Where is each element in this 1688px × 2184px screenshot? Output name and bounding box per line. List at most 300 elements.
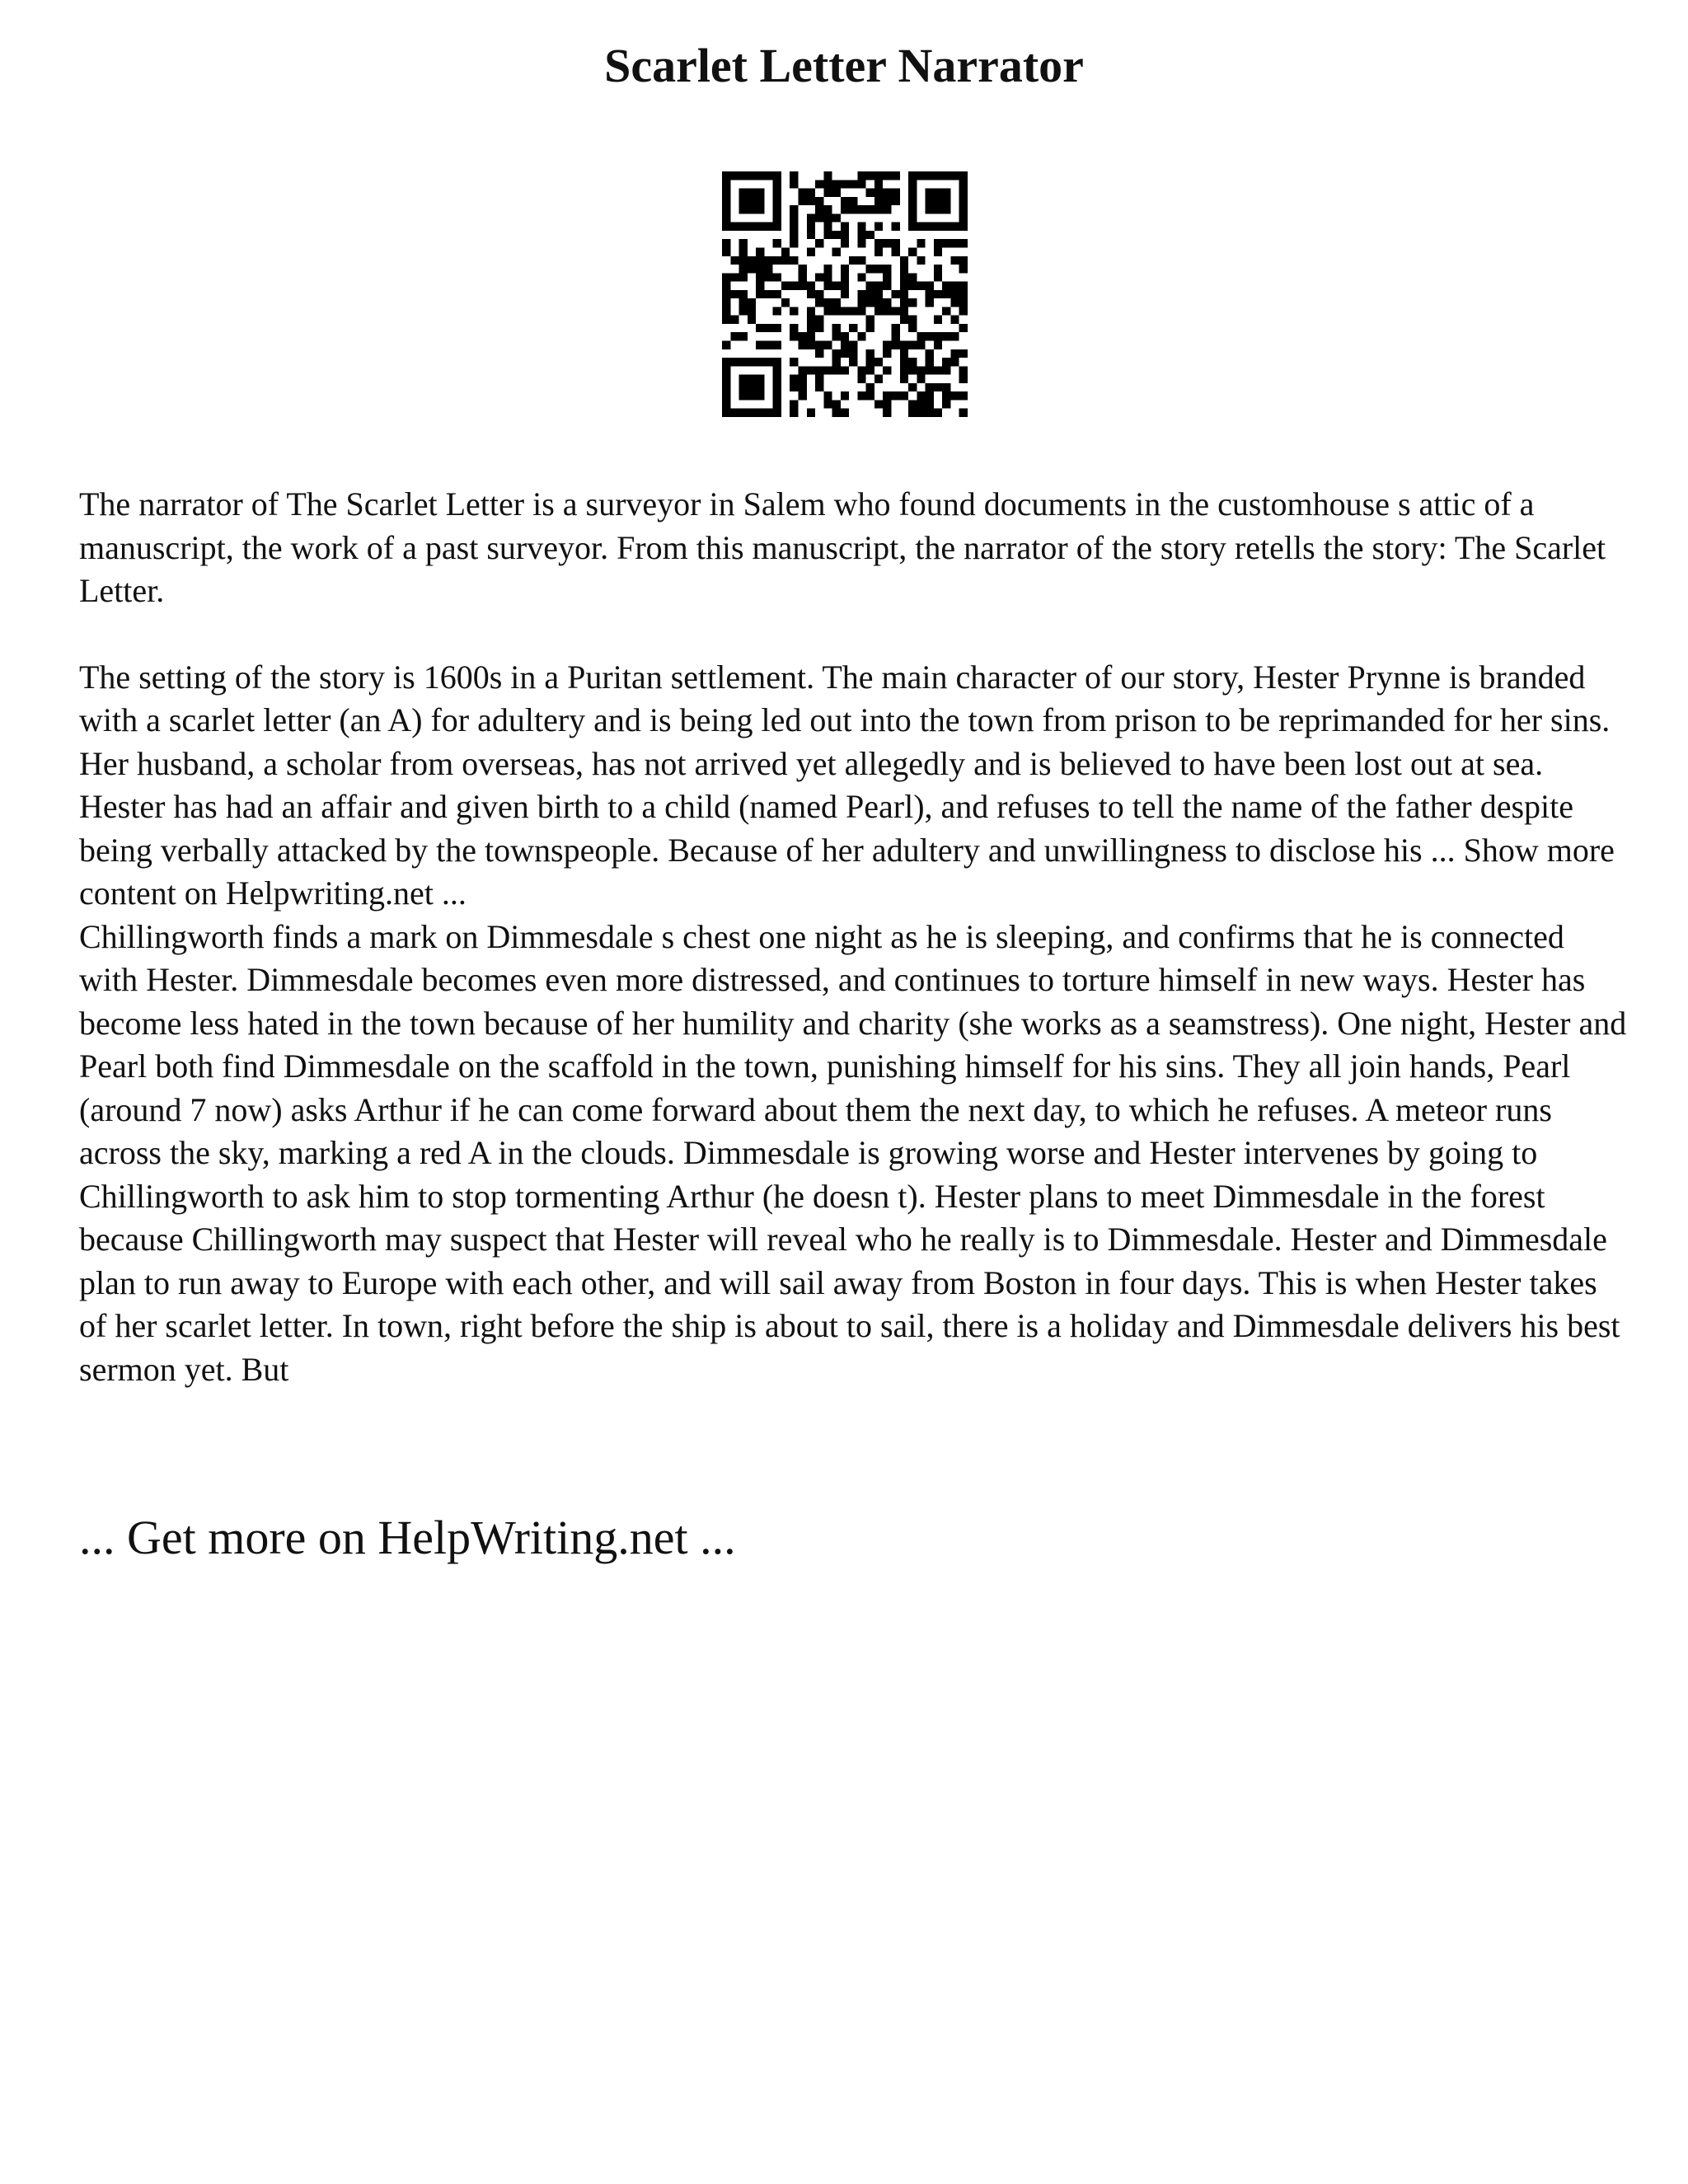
qr-module: [722, 391, 730, 400]
qr-module: [942, 400, 950, 408]
qr-module: [892, 189, 900, 197]
qr-module: [722, 205, 730, 213]
qr-module: [739, 256, 748, 265]
qr-module: [773, 375, 781, 383]
qr-module: [798, 282, 806, 290]
qr-module: [739, 383, 748, 391]
qr-module: [917, 332, 925, 340]
qr-module: [773, 239, 781, 247]
qr-module: [926, 391, 934, 400]
qr-module: [908, 205, 917, 213]
qr-module: [815, 383, 823, 391]
qr-module: [722, 282, 730, 290]
qr-module: [773, 409, 781, 417]
qr-module: [798, 341, 806, 349]
qr-module: [748, 409, 756, 417]
qr-module: [807, 231, 815, 239]
qr-module: [773, 307, 781, 315]
qr-module: [798, 265, 806, 273]
qr-module: [917, 256, 925, 265]
qr-module: [857, 391, 865, 400]
qr-module: [790, 256, 798, 265]
qr-module: [942, 171, 950, 180]
qr-module: [942, 358, 950, 366]
qr-module: [892, 332, 900, 340]
qr-module: [807, 409, 815, 417]
qr-module: [934, 189, 942, 197]
qr-module: [722, 247, 730, 255]
qr-module: [790, 213, 798, 222]
qr-module: [874, 307, 883, 315]
qr-module: [849, 180, 857, 188]
qr-module: [908, 366, 917, 374]
qr-module: [798, 197, 806, 205]
qr-module: [900, 316, 908, 324]
qr-module: [823, 400, 832, 408]
qr-module: [866, 205, 874, 213]
qr-module: [900, 391, 908, 400]
qr-module: [790, 171, 798, 180]
qr-module: [883, 171, 891, 180]
qr-module: [934, 409, 942, 417]
qr-module: [942, 282, 950, 290]
qr-module: [883, 391, 891, 400]
qr-module: [883, 189, 891, 197]
qr-module: [959, 366, 968, 374]
qr-module: [781, 247, 790, 255]
qr-module: [857, 307, 865, 315]
qr-module: [917, 366, 925, 374]
qr-module: [900, 375, 908, 383]
qr-module: [866, 349, 874, 358]
qr-module: [892, 341, 900, 349]
qr-module: [934, 197, 942, 205]
qr-module: [798, 366, 806, 374]
qr-module: [959, 265, 968, 273]
qr-module: [874, 247, 883, 255]
qr-module: [730, 171, 738, 180]
qr-module: [908, 247, 917, 255]
qr-module: [748, 223, 756, 231]
qr-module: [739, 239, 748, 247]
qr-module: [790, 223, 798, 231]
qr-module: [730, 273, 738, 281]
qr-module: [883, 409, 891, 417]
qr-module: [773, 256, 781, 265]
qr-module: [764, 171, 772, 180]
qr-module: [926, 332, 934, 340]
qr-module: [823, 231, 832, 239]
qr-module: [841, 307, 849, 315]
qr-module: [798, 273, 806, 281]
qr-module: [739, 273, 748, 281]
qr-module: [883, 239, 891, 247]
qr-module: [841, 391, 849, 400]
qr-module: [748, 265, 756, 273]
qr-module: [883, 349, 891, 358]
qr-module: [908, 358, 917, 366]
qr-module: [926, 282, 934, 290]
qr-module: [832, 332, 841, 340]
qr-module: [764, 265, 772, 273]
qr-module: [926, 171, 934, 180]
qr-module: [722, 383, 730, 391]
qr-module: [815, 316, 823, 324]
qr-module: [756, 375, 764, 383]
qr-module: [917, 223, 925, 231]
qr-module: [790, 180, 798, 188]
qr-module: [756, 341, 764, 349]
qr-module: [722, 290, 730, 298]
qr-module: [807, 341, 815, 349]
qr-module: [892, 197, 900, 205]
qr-module: [756, 256, 764, 265]
qr-module: [857, 332, 865, 340]
qr-module: [722, 307, 730, 315]
qr-module: [959, 171, 968, 180]
qr-module: [917, 282, 925, 290]
qr-module: [832, 213, 841, 222]
qr-module: [959, 205, 968, 213]
qr-module: [942, 366, 950, 374]
qr-module: [722, 189, 730, 197]
qr-module: [950, 239, 959, 247]
qr-module: [959, 307, 968, 315]
qr-module: [908, 171, 917, 180]
qr-module: [959, 349, 968, 358]
qr-module: [764, 409, 772, 417]
qr-module: [807, 247, 815, 255]
qr-module: [934, 239, 942, 247]
qr-module: [866, 189, 874, 197]
qr-module: [934, 205, 942, 213]
qr-module: [748, 197, 756, 205]
qr-module: [959, 213, 968, 222]
qr-module: [823, 205, 832, 213]
qr-module: [832, 324, 841, 332]
qr-module: [934, 366, 942, 374]
qr-module: [942, 189, 950, 197]
qr-module: [950, 391, 959, 400]
qr-module: [841, 282, 849, 290]
qr-module: [823, 282, 832, 290]
qr-module: [807, 366, 815, 374]
qr-module: [773, 171, 781, 180]
qr-module: [883, 400, 891, 408]
qr-module: [950, 298, 959, 307]
qr-module: [874, 375, 883, 383]
qr-module: [908, 383, 917, 391]
qr-module: [815, 180, 823, 188]
qr-module: [908, 324, 917, 332]
qr-module: [823, 391, 832, 400]
qr-module: [790, 307, 798, 315]
qr-module: [722, 358, 730, 366]
qr-module: [773, 205, 781, 213]
qr-module: [849, 205, 857, 213]
qr-module: [874, 400, 883, 408]
qr-module: [874, 239, 883, 247]
get-more-link[interactable]: ... Get more on HelpWriting.net ...: [79, 1511, 736, 1564]
qr-module: [739, 332, 748, 340]
qr-module: [926, 409, 934, 417]
qr-module: [739, 223, 748, 231]
qr-module: [790, 375, 798, 383]
qr-module: [815, 341, 823, 349]
qr-module: [866, 171, 874, 180]
qr-module: [756, 171, 764, 180]
qr-module: [926, 383, 934, 391]
qr-module: [908, 189, 917, 197]
qr-module: [798, 391, 806, 400]
qr-module: [764, 341, 772, 349]
qr-module: [934, 383, 942, 391]
qr-module: [942, 383, 950, 391]
qr-module: [756, 189, 764, 197]
qr-module: [841, 349, 849, 358]
qr-module: [950, 349, 959, 358]
qr-module: [900, 349, 908, 358]
qr-module: [950, 223, 959, 231]
qr-module: [790, 400, 798, 408]
qr-module: [739, 197, 748, 205]
qr-module: [900, 358, 908, 366]
paragraph-setting: The setting of the story is 1600s in a Puritan settlement. The main character of our story, Hester Prynne is branded with a scarlet letter (an A) for adultery and is being led out into the town from prison to be reprimanded for her sins. Her husband, a scholar from overseas, has not arrived yet allegedly and is believed to have been lost out at sea. Hester has had an affair and given birth to a child (named Pearl), and refuses to tell the name of the father despite being verbally attacked by the townspeople. Because of her adultery and unwillingness to disclose his ... Show more content on Helpwriting.net ...: [79, 658, 1615, 912]
qr-module: [764, 290, 772, 298]
qr-module: [739, 205, 748, 213]
qr-module: [790, 332, 798, 340]
qr-module: [748, 298, 756, 307]
qr-module: [748, 171, 756, 180]
qr-module: [892, 247, 900, 255]
qr-module: [866, 391, 874, 400]
qr-module: [739, 358, 748, 366]
qr-module: [832, 189, 841, 197]
qr-module: [900, 290, 908, 298]
qr-module: [841, 223, 849, 231]
qr-module: [764, 324, 772, 332]
qr-module: [883, 282, 891, 290]
qr-module: [790, 324, 798, 332]
qr-module: [874, 180, 883, 188]
qr-module: [756, 247, 764, 255]
qr-module: [866, 298, 874, 307]
qr-module: [959, 391, 968, 400]
qr-module: [926, 400, 934, 408]
qr-module: [790, 205, 798, 213]
qr-module: [942, 197, 950, 205]
qr-module: [756, 282, 764, 290]
qr-module: [739, 298, 748, 307]
qr-module: [857, 256, 865, 265]
qr-module: [900, 273, 908, 281]
qr-module: [926, 358, 934, 366]
qr-module: [900, 366, 908, 374]
qr-module: [730, 358, 738, 366]
qr-module: [950, 171, 959, 180]
qr-module: [950, 290, 959, 298]
qr-module: [815, 349, 823, 358]
qr-module: [934, 265, 942, 273]
qr-module: [815, 290, 823, 298]
qr-module: [942, 239, 950, 247]
qr-module: [790, 282, 798, 290]
qr-module: [849, 307, 857, 315]
qr-module: [807, 197, 815, 205]
qr-module: [781, 256, 790, 265]
qr-module: [866, 290, 874, 298]
qr-module: [722, 273, 730, 281]
qr-module: [908, 341, 917, 349]
qr-module: [959, 290, 968, 298]
qr-module: [773, 223, 781, 231]
qr-module: [756, 265, 764, 273]
qr-module: [892, 290, 900, 298]
qr-module: [883, 298, 891, 307]
qr-module: [866, 324, 874, 332]
qr-module: [748, 205, 756, 213]
qr-module: [934, 171, 942, 180]
qr-module: [756, 391, 764, 400]
qr-module: [722, 375, 730, 383]
qr-module: [892, 391, 900, 400]
qr-module: [823, 213, 832, 222]
qr-module: [874, 189, 883, 197]
qr-module: [730, 316, 738, 324]
qr-module: [866, 366, 874, 374]
qr-module: [798, 375, 806, 383]
qr-module: [900, 307, 908, 315]
qr-module: [773, 189, 781, 197]
qr-module: [866, 316, 874, 324]
qr-module: [857, 239, 865, 247]
qr-module: [942, 205, 950, 213]
qr-module: [942, 223, 950, 231]
qr-module: [807, 324, 815, 332]
qr-module: [926, 189, 934, 197]
qr-module: [874, 205, 883, 213]
qr-module: [815, 324, 823, 332]
qr-module: [857, 375, 865, 383]
qr-module: [849, 197, 857, 205]
qr-module: [866, 358, 874, 366]
qr-module: [748, 256, 756, 265]
qr-module: [832, 358, 841, 366]
qr-module: [841, 341, 849, 349]
qr-module: [841, 332, 849, 340]
qr-module: [722, 239, 730, 247]
qr-module: [832, 307, 841, 315]
qr-module: [815, 205, 823, 213]
qr-module: [790, 239, 798, 247]
qr-module: [926, 298, 934, 307]
qr-module: [832, 349, 841, 358]
qr-module: [908, 409, 917, 417]
qr-module: [874, 290, 883, 298]
qr-module: [959, 197, 968, 205]
qr-module: [756, 290, 764, 298]
qr-module: [739, 171, 748, 180]
qr-module: [950, 332, 959, 340]
qr-module: [756, 205, 764, 213]
qr-module: [900, 282, 908, 290]
qr-module: [756, 409, 764, 417]
qr-module: [756, 383, 764, 391]
qr-module: [773, 273, 781, 281]
qr-module: [722, 223, 730, 231]
qr-module: [866, 265, 874, 273]
qr-module: [841, 231, 849, 239]
qr-module: [798, 189, 806, 197]
qr-module: [959, 239, 968, 247]
qr-module: [857, 298, 865, 307]
qr-module: [908, 298, 917, 307]
qr-module: [722, 180, 730, 188]
qr-module: [959, 282, 968, 290]
qr-module: [823, 180, 832, 188]
qr-module: [773, 383, 781, 391]
qr-module: [807, 223, 815, 231]
qr-module: [857, 366, 865, 374]
qr-module: [730, 409, 738, 417]
qr-module: [857, 180, 865, 188]
qr-module: [942, 307, 950, 315]
qr-module: [756, 324, 764, 332]
qr-module: [730, 256, 738, 265]
qr-module: [942, 332, 950, 340]
qr-module: [959, 324, 968, 332]
qr-module: [849, 341, 857, 349]
qr-module: [807, 307, 815, 315]
qr-module: [942, 391, 950, 400]
qr-module: [722, 171, 730, 180]
qr-module: [798, 383, 806, 391]
qr-module: [815, 197, 823, 205]
qr-module: [790, 409, 798, 417]
qr-module: [866, 231, 874, 239]
qr-module: [917, 391, 925, 400]
qr-module: [739, 265, 748, 273]
qr-module: [756, 358, 764, 366]
qr-module: [934, 332, 942, 340]
qr-module: [857, 231, 865, 239]
qr-module: [908, 400, 917, 408]
qr-module: [874, 282, 883, 290]
qr-module: [823, 273, 832, 281]
qr-module: [807, 316, 815, 324]
qr-module: [815, 213, 823, 222]
qr-module: [857, 273, 865, 281]
qr-module: [739, 409, 748, 417]
qr-module: [926, 223, 934, 231]
qr-module: [748, 316, 756, 324]
qr-module: [832, 247, 841, 255]
qr-module: [815, 298, 823, 307]
qr-module: [883, 341, 891, 349]
qr-module: [807, 290, 815, 298]
qr-module: [942, 290, 950, 298]
qr-module: [722, 366, 730, 374]
qr-module: [892, 307, 900, 315]
qr-module: [748, 383, 756, 391]
qr-module: [764, 358, 772, 366]
page-title: Scarlet Letter Narrator: [604, 39, 1084, 92]
qr-module: [756, 223, 764, 231]
qr-module: [739, 307, 748, 315]
qr-module: [883, 205, 891, 213]
qr-module: [832, 282, 841, 290]
qr-module: [815, 273, 823, 281]
